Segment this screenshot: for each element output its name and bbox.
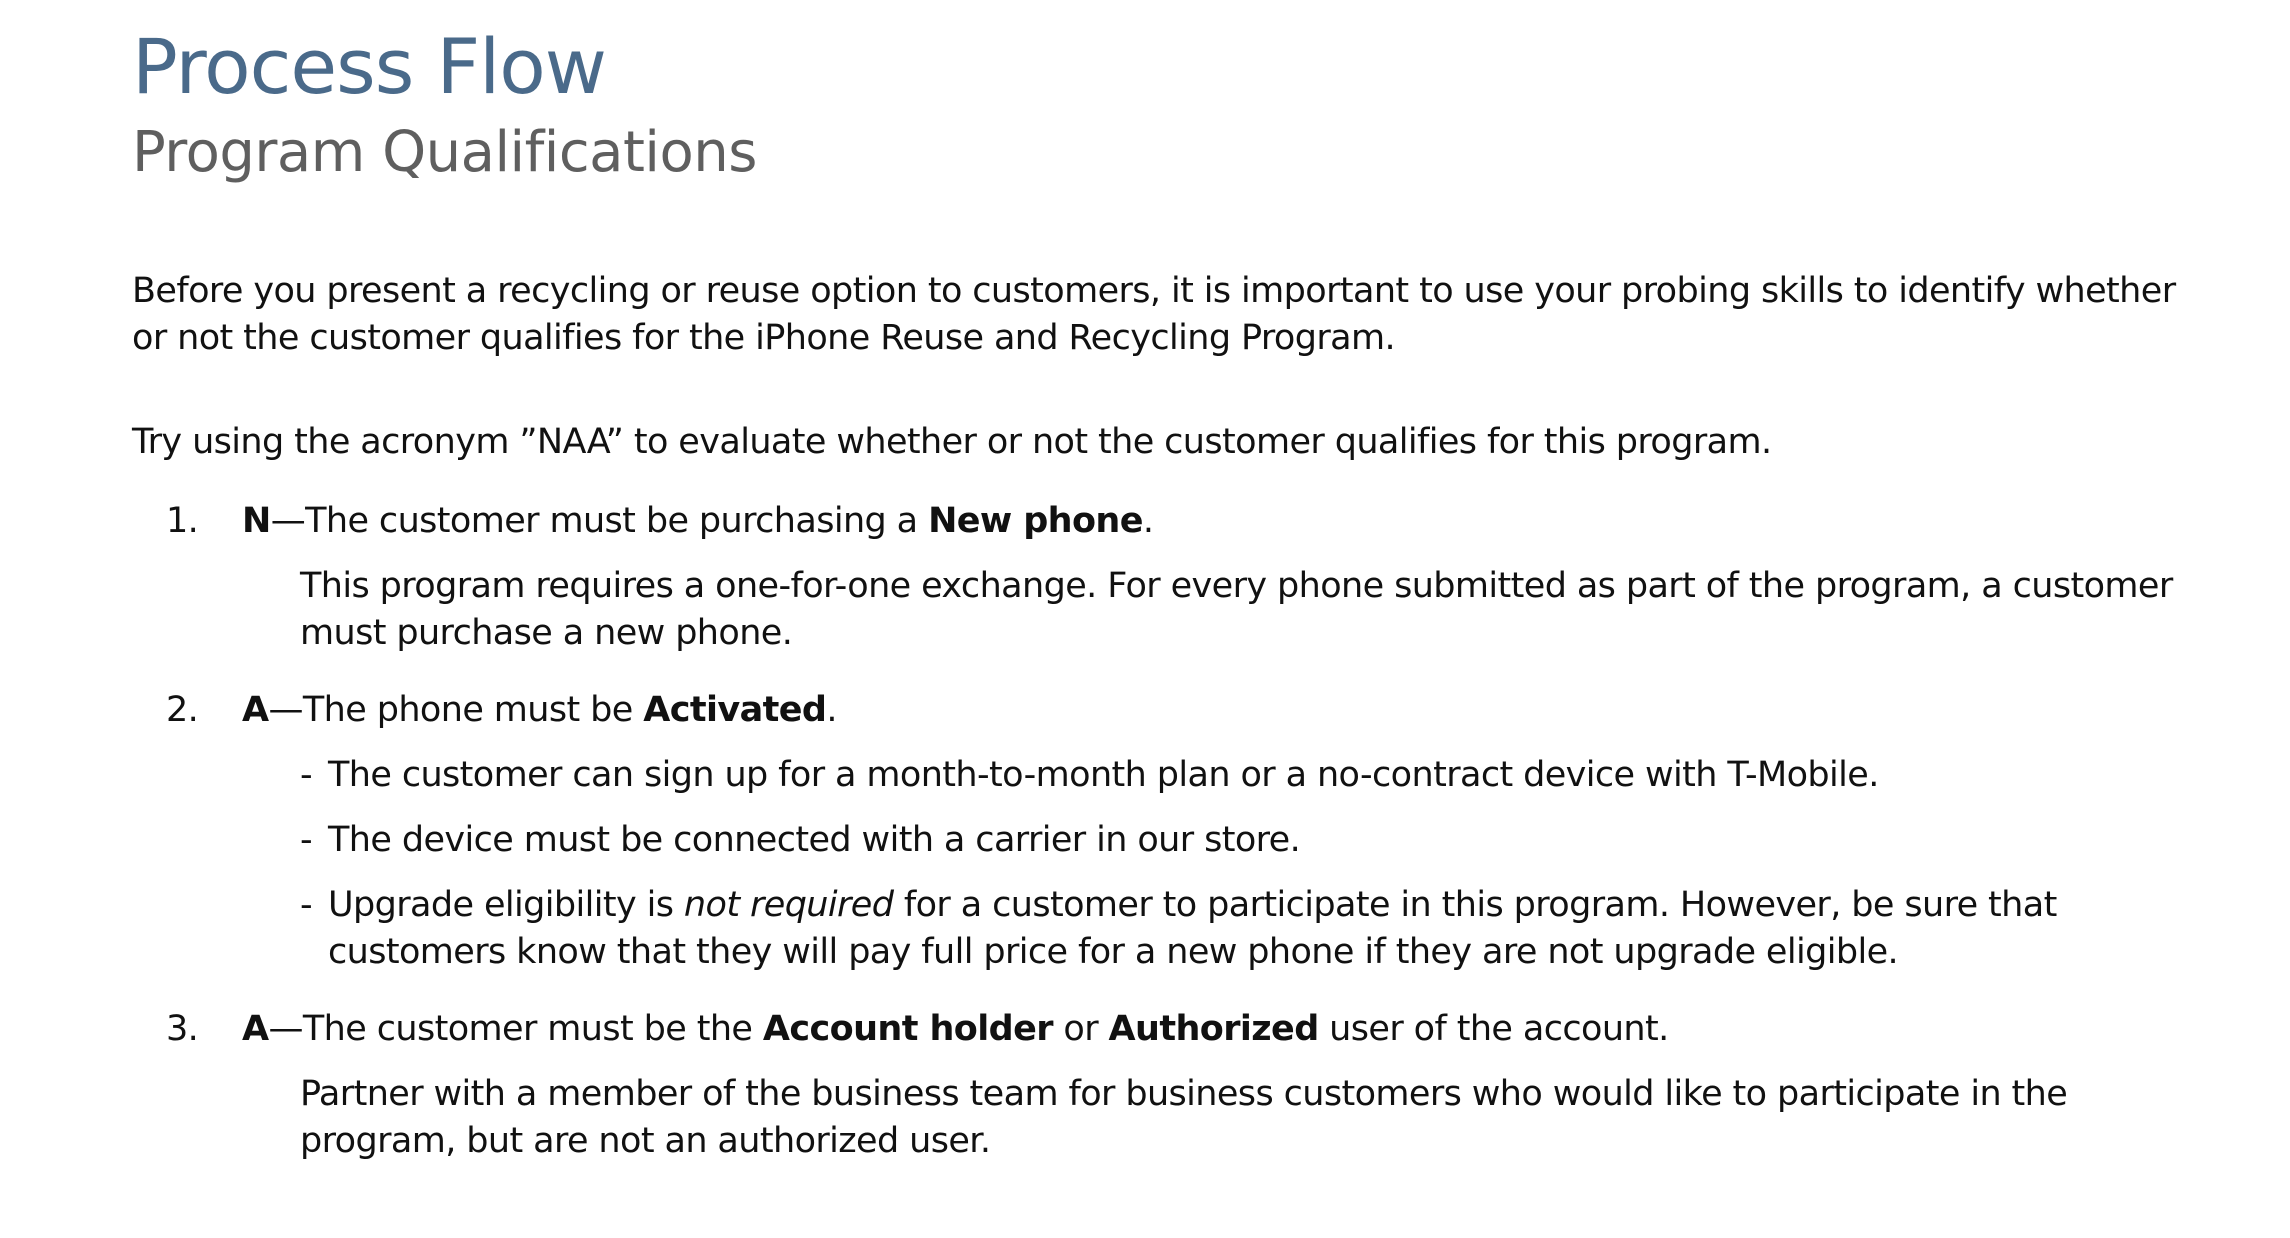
sub-list	[242, 752, 2192, 976]
heading-bold: New phone	[928, 501, 1143, 541]
heading-text-end: .	[1142, 501, 1154, 541]
heading-text-middle: or	[1052, 1009, 1109, 1049]
em-dash: —	[270, 501, 306, 541]
heading-text: The customer must be purchasing a	[305, 501, 929, 541]
list-item-account-holder	[132, 1006, 2192, 1165]
sub-list-italic: not required	[683, 885, 894, 925]
list-item-description: This program requires a one-for-one exchange. For every phone submitted as part of the program, a customer must purchase a new phone.	[300, 566, 2173, 653]
em-dash: —	[268, 1009, 303, 1049]
heading-text: The customer must be the	[302, 1009, 763, 1049]
dash-bullet: -	[300, 820, 313, 860]
acronym-letter: N	[242, 501, 271, 541]
sub-list-item	[300, 882, 2192, 976]
sub-list-text: The customer can sign up for a month-to-month plan or a no-contract device with T-Mobile.	[328, 755, 1879, 795]
list-number: 1.	[166, 501, 199, 541]
list-number: 2.	[166, 690, 199, 730]
heading-bold: Account holder	[762, 1009, 1053, 1049]
list-item-activated	[132, 687, 2192, 976]
list-item-description: Partner with a member of the business team for business customers who would like to participate in the program, but are not an authorized user.	[300, 1074, 2068, 1161]
intro-paragraph: Before you present a recycling or reuse option to customers, it is important to use your probing skills to identify whether or not the customer qualifies for the iPhone Reuse and Recycling Program.	[132, 271, 2176, 358]
page-title: Process Flow	[132, 22, 606, 111]
list-item-heading	[166, 1006, 2192, 1053]
sub-list-text: Upgrade eligibility is	[328, 885, 684, 925]
heading-text-end: .	[826, 690, 837, 730]
page-subtitle: Program Qualifications	[132, 120, 757, 185]
heading-bold: Activated	[643, 690, 827, 730]
sub-list-item	[300, 817, 2192, 864]
em-dash: —	[268, 690, 303, 730]
list-item-heading	[166, 687, 2192, 734]
heading-bold-2: Authorized	[1108, 1009, 1319, 1049]
list-number: 3.	[166, 1009, 199, 1049]
sub-list-item	[300, 752, 2192, 799]
sub-list-text: The device must be connected with a carrier in our store.	[328, 820, 1301, 860]
acronym-letter: A	[242, 690, 269, 730]
list-item-new-phone	[132, 498, 2192, 657]
dash-bullet: -	[300, 885, 313, 925]
dash-bullet: -	[300, 755, 313, 795]
sub-list-text-end: for a customer to participate in this program. However, be sure that customers know that they will pay full price for a new phone if they are not upgrade eligible.	[328, 885, 2057, 972]
heading-text-end: user of the account.	[1318, 1009, 1669, 1049]
list-item-heading	[166, 498, 2192, 545]
document-page	[132, 22, 2192, 1165]
acronym-letter: A	[242, 1009, 269, 1049]
heading-text: The phone must be	[302, 690, 644, 730]
qualification-list	[132, 498, 2192, 1165]
acronym-paragraph: Try using the acronym ”NAA” to evaluate whether or not the customer qualifies for this program.	[132, 422, 1772, 462]
